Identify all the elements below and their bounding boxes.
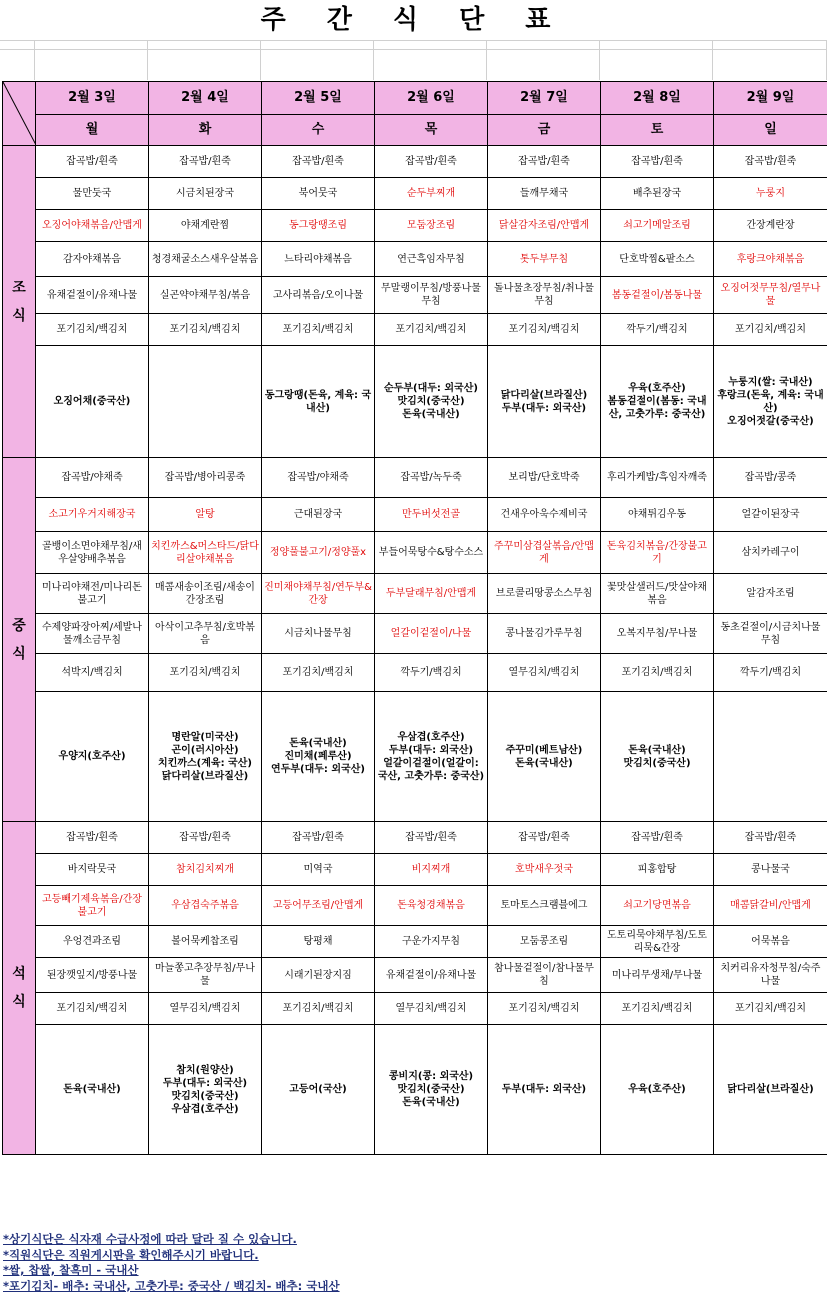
menu-cell: 우양지(호주산) xyxy=(36,692,149,822)
menu-cell: 매콤닭갈비/안맵게 xyxy=(714,886,827,926)
menu-cell: 잡곡밥/흰죽 xyxy=(488,146,601,178)
menu-cell: 오징어야채볶음/안맵게 xyxy=(36,210,149,242)
menu-cell: 북어뭇국 xyxy=(262,178,375,210)
menu-cell: 포기김치/백김치 xyxy=(36,993,149,1025)
menu-cell: 수제양파장아찌/세발나물깨소금무침 xyxy=(36,614,149,654)
menu-row xyxy=(3,210,827,242)
menu-cell: 잡곡밥/콩죽 xyxy=(714,458,827,498)
menu-cell: 보리밥/단호박죽 xyxy=(488,458,601,498)
menu-cell: 모둠콩조림 xyxy=(488,926,601,958)
menu-row xyxy=(3,532,827,574)
note-line: *상기식단은 식자재 수급사정에 따라 달라 질 수 있습니다. xyxy=(3,1232,297,1246)
menu-cell: 잡곡밥/흰죽 xyxy=(36,822,149,854)
menu-row xyxy=(3,277,827,314)
menu-cell: 쇠고기메알조림 xyxy=(601,210,714,242)
menu-cell xyxy=(714,692,827,822)
menu-cell: 도토리묵야채무침/도토리묵&간장 xyxy=(601,926,714,958)
menu-row xyxy=(3,886,827,926)
menu-cell: 참치(원양산) 두부(대두: 외국산) 맛김치(중국산) 우삼겹(호주산) xyxy=(149,1025,262,1155)
menu-cell: 브로콜리땅콩소스무침 xyxy=(488,574,601,614)
menu-cell: 유채겉절이/유채나물 xyxy=(375,958,488,993)
menu-cell: 정양풀불고기/정양풀x xyxy=(262,532,375,574)
menu-cell: 구운가지무침 xyxy=(375,926,488,958)
menu-cell: 깍두기/백김치 xyxy=(601,314,714,346)
menu-cell: 진미채야채무침/연두부&간장 xyxy=(262,574,375,614)
menu-cell: 비지찌개 xyxy=(375,854,488,886)
menu-cell: 우육(호주산) xyxy=(601,1025,714,1155)
menu-cell: 연근흑임자무침 xyxy=(375,242,488,277)
menu-cell: 닭다리살(브라질산) 두부(대두: 외국산) xyxy=(488,346,601,458)
menu-cell: 누룽지 xyxy=(714,178,827,210)
menu-cell: 시금치나물무침 xyxy=(262,614,375,654)
menu-cell: 잡곡밥/흰죽 xyxy=(36,146,149,178)
weekday-header: 토 xyxy=(601,114,714,146)
menu-row xyxy=(3,314,827,346)
empty-grid-rows xyxy=(0,40,827,80)
menu-cell: 오징어채(중국산) xyxy=(36,346,149,458)
menu-row xyxy=(3,958,827,993)
menu-cell xyxy=(149,346,262,458)
menu-cell: 호박새우젓국 xyxy=(488,854,601,886)
page-title: 주 간 식 단 표 xyxy=(260,5,567,35)
menu-cell: 알감자조림 xyxy=(714,574,827,614)
menu-cell: 우육(호주산) 봄동겉절이(봄동: 국내산, 고춧가루: 중국산) xyxy=(601,346,714,458)
menu-cell: 청경채굴소스새우살볶음 xyxy=(149,242,262,277)
menu-row xyxy=(3,498,827,532)
menu-cell: 동그랑땡(돈육, 계육: 국내산) xyxy=(262,346,375,458)
menu-cell: 명란알(미국산) 곤이(러시아산) 치킨까스(계육: 국산) 닭다리살(브라질산) xyxy=(149,692,262,822)
menu-cell: 삼치카레구이 xyxy=(714,532,827,574)
menu-row xyxy=(3,854,827,886)
menu-cell: 주꾸미(베트남산) 돈육(국내산) xyxy=(488,692,601,822)
menu-cell: 포기김치/백김치 xyxy=(601,654,714,692)
weekly-menu-table xyxy=(2,81,827,1155)
menu-row xyxy=(3,654,827,692)
menu-cell: 실곤약야채무침/볶음 xyxy=(149,277,262,314)
menu-cell: 잡곡밥/흰죽 xyxy=(375,822,488,854)
menu-cell: 동초겉절이/시금치나물무침 xyxy=(714,614,827,654)
menu-cell: 누룽지(쌀: 국내산) 후랑크(돈육, 계육: 국내산) 오징어젓갈(중국산) xyxy=(714,346,827,458)
menu-cell: 두부달래무침/안맵게 xyxy=(375,574,488,614)
menu-cell: 치킨까스&머스타드/닭다리살야채볶음 xyxy=(149,532,262,574)
menu-cell: 모둠장조림 xyxy=(375,210,488,242)
menu-cell: 마늘쫑고추장무침/무나물 xyxy=(149,958,262,993)
menu-cell: 콩비지(콩: 외국산) 맛김치(중국산) 돈육(국내산) xyxy=(375,1025,488,1155)
menu-row xyxy=(3,614,827,654)
menu-cell: 야채계란찜 xyxy=(149,210,262,242)
weekday-header: 수 xyxy=(262,114,375,146)
menu-cell: 시금치된장국 xyxy=(149,178,262,210)
menu-cell: 간장계란장 xyxy=(714,210,827,242)
menu-cell: 우삼겹(호주산) 두부(대두: 외국산) 얼갈이겉절이(얼갈이: 국산, 고춧가루: 중국산) xyxy=(375,692,488,822)
menu-cell: 알탕 xyxy=(149,498,262,532)
menu-cell: 유채겉절이/유채나물 xyxy=(36,277,149,314)
date-header: 2월 4일 xyxy=(149,82,262,115)
menu-row xyxy=(3,146,827,178)
menu-row xyxy=(3,242,827,277)
menu-cell: 미나리무생채/무나물 xyxy=(601,958,714,993)
menu-cell: 포기김치/백김치 xyxy=(488,314,601,346)
diagonal-line xyxy=(3,82,36,145)
menu-cell: 잡곡밥/흰죽 xyxy=(262,822,375,854)
menu-cell: 돈육(국내산) 맛김치(중국산) xyxy=(601,692,714,822)
menu-cell: 고등빼기제육볶음/간장불고기 xyxy=(36,886,149,926)
menu-row xyxy=(3,926,827,958)
menu-cell: 잡곡밥/병아리콩죽 xyxy=(149,458,262,498)
menu-cell: 탕평채 xyxy=(262,926,375,958)
menu-cell: 치커리유자청무침/숙주나물 xyxy=(714,958,827,993)
menu-cell: 골뱅이소면야채무침/새우살양배추볶음 xyxy=(36,532,149,574)
date-header: 2월 8일 xyxy=(601,82,714,115)
date-header: 2월 5일 xyxy=(262,82,375,115)
menu-cell: 돈육청경채볶음 xyxy=(375,886,488,926)
menu-cell: 잡곡밥/흰죽 xyxy=(714,822,827,854)
menu-cell: 건새우아욱수제비국 xyxy=(488,498,601,532)
menu-cell: 물만둣국 xyxy=(36,178,149,210)
date-header: 2월 3일 xyxy=(36,82,149,115)
menu-cell: 봄동겉절이/봄동나물 xyxy=(601,277,714,314)
menu-cell: 톳두부무침 xyxy=(488,242,601,277)
menu-cell: 고등어(국산) xyxy=(262,1025,375,1155)
menu-cell: 감자야채볶음 xyxy=(36,242,149,277)
menu-cell: 콩나물김가루무침 xyxy=(488,614,601,654)
menu-cell: 무말랭이무침/방풍나물무침 xyxy=(375,277,488,314)
menu-cell: 오복지무침/무나물 xyxy=(601,614,714,654)
menu-row xyxy=(3,822,827,854)
menu-cell: 야채튀김우동 xyxy=(601,498,714,532)
menu-row xyxy=(3,993,827,1025)
menu-row xyxy=(3,1025,827,1155)
menu-cell: 잡곡밥/흰죽 xyxy=(601,822,714,854)
menu-cell: 매콤새송이조림/새송이간장조림 xyxy=(149,574,262,614)
menu-cell: 깍두기/백김치 xyxy=(375,654,488,692)
menu-cell: 잡곡밥/녹두죽 xyxy=(375,458,488,498)
menu-cell: 바지락뭇국 xyxy=(36,854,149,886)
date-header: 2월 9일 xyxy=(714,82,827,115)
menu-cell: 포기김치/백김치 xyxy=(714,993,827,1025)
menu-cell: 돈육(국내산) xyxy=(36,1025,149,1155)
menu-cell: 참치김치찌개 xyxy=(149,854,262,886)
menu-cell: 후리가케밥/흑임자깨죽 xyxy=(601,458,714,498)
menu-cell: 된장깻잎지/방풍나물 xyxy=(36,958,149,993)
menu-cell: 포기김치/백김치 xyxy=(488,993,601,1025)
menu-cell: 닭살감자조림/안맵게 xyxy=(488,210,601,242)
meal-label: 석 식 xyxy=(3,822,36,1155)
menu-cell: 참나물겉절이/참나물무침 xyxy=(488,958,601,993)
menu-cell: 돌나물초장무침/취나물무침 xyxy=(488,277,601,314)
menu-cell: 쇠고기당면볶음 xyxy=(601,886,714,926)
menu-cell: 잡곡밥/흰죽 xyxy=(262,146,375,178)
menu-cell: 잡곡밥/흰죽 xyxy=(601,146,714,178)
menu-row xyxy=(3,574,827,614)
menu-cell: 우삼겹숙주볶음 xyxy=(149,886,262,926)
date-header: 2월 6일 xyxy=(375,82,488,115)
menu-cell: 순두부찌개 xyxy=(375,178,488,210)
menu-cell: 들깨무채국 xyxy=(488,178,601,210)
menu-cell: 열무김치/백김치 xyxy=(488,654,601,692)
menu-cell: 어묵볶음 xyxy=(714,926,827,958)
weekday-header: 목 xyxy=(375,114,488,146)
menu-cell: 열무김치/백김치 xyxy=(149,993,262,1025)
menu-cell: 동그랑땡조림 xyxy=(262,210,375,242)
menu-cell: 후랑크야채볶음 xyxy=(714,242,827,277)
menu-cell: 포기김치/백김치 xyxy=(262,993,375,1025)
weekday-header: 월 xyxy=(36,114,149,146)
menu-cell: 닭다리살(브라질산) xyxy=(714,1025,827,1155)
menu-cell: 소고기우거지해장국 xyxy=(36,498,149,532)
menu-row xyxy=(3,458,827,498)
menu-cell: 포기김치/백김치 xyxy=(36,314,149,346)
menu-cell: 얼갈이겉절이/나물 xyxy=(375,614,488,654)
menu-cell: 고사리볶음/오이나물 xyxy=(262,277,375,314)
menu-cell: 잡곡밥/흰죽 xyxy=(714,146,827,178)
menu-cell: 포기김치/백김치 xyxy=(262,314,375,346)
menu-cell: 열무김치/백김치 xyxy=(375,993,488,1025)
corner-cell xyxy=(3,82,36,146)
menu-cell: 돈육(국내산) 진미채(페루산) 연두부(대두: 외국산) xyxy=(262,692,375,822)
menu-cell: 포기김치/백김치 xyxy=(375,314,488,346)
menu-cell: 꽃맛살샐러드/맛살야채볶음 xyxy=(601,574,714,614)
menu-cell: 우엉견과조림 xyxy=(36,926,149,958)
note-line: *쌀, 찹쌀, 찰흑미 - 국내산 xyxy=(3,1263,139,1277)
meal-label: 중 식 xyxy=(3,458,36,822)
menu-cell: 피홍합탕 xyxy=(601,854,714,886)
menu-cell: 고등어무조림/안맵게 xyxy=(262,886,375,926)
menu-cell: 단호박찜&팥소스 xyxy=(601,242,714,277)
menu-cell: 배추된장국 xyxy=(601,178,714,210)
menu-cell: 포기김치/백김치 xyxy=(149,314,262,346)
menu-cell: 미나리야채전/미나리돈불고기 xyxy=(36,574,149,614)
menu-cell: 깍두기/백김치 xyxy=(714,654,827,692)
menu-cell: 부들어묵탕수&탕수소스 xyxy=(375,532,488,574)
menu-cell: 만두버섯전골 xyxy=(375,498,488,532)
weekday-header: 일 xyxy=(714,114,827,146)
menu-cell: 포기김치/백김치 xyxy=(601,993,714,1025)
menu-cell: 토마토스크램블에그 xyxy=(488,886,601,926)
note-line: *포기김치- 배추: 국내산, 고춧가루: 중국산 / 백김치- 배추: 국내산 xyxy=(3,1278,340,1293)
menu-cell: 느타리야채볶음 xyxy=(262,242,375,277)
menu-cell: 근대된장국 xyxy=(262,498,375,532)
menu-cell: 미역국 xyxy=(262,854,375,886)
menu-row xyxy=(3,346,827,458)
note-line: *직원식단은 직원게시판을 확인해주시기 바랍니다. xyxy=(3,1247,259,1262)
menu-cell: 포기김치/백김치 xyxy=(149,654,262,692)
menu-cell: 돈육김치볶음/간장불고기 xyxy=(601,532,714,574)
menu-cell: 잡곡밥/흰죽 xyxy=(488,822,601,854)
menu-cell: 시래기된장지짐 xyxy=(262,958,375,993)
menu-cell: 콩나물국 xyxy=(714,854,827,886)
weekday-header: 금 xyxy=(488,114,601,146)
menu-cell: 잡곡밥/흰죽 xyxy=(149,822,262,854)
menu-cell: 석박지/백김치 xyxy=(36,654,149,692)
menu-cell: 포기김치/백김치 xyxy=(262,654,375,692)
menu-cell: 잡곡밥/야채죽 xyxy=(262,458,375,498)
menu-cell: 잡곡밥/흰죽 xyxy=(375,146,488,178)
menu-cell: 잡곡밥/야채죽 xyxy=(36,458,149,498)
menu-cell: 얼갈이된장국 xyxy=(714,498,827,532)
menu-row xyxy=(3,692,827,822)
menu-cell: 잡곡밥/흰죽 xyxy=(149,146,262,178)
menu-cell: 주꾸미삼겹살볶음/안맵게 xyxy=(488,532,601,574)
menu-cell: 오징어젓무무침/열무나물 xyxy=(714,277,827,314)
menu-cell: 두부(대두: 외국산) xyxy=(488,1025,601,1155)
date-header: 2월 7일 xyxy=(488,82,601,115)
weekday-header: 화 xyxy=(149,114,262,146)
menu-cell: 순두부(대두: 외국산) 맛김치(중국산) 돈육(국내산) xyxy=(375,346,488,458)
menu-cell: 볼어묵케찹조림 xyxy=(149,926,262,958)
menu-cell: 아삭이고추무침/호박볶음 xyxy=(149,614,262,654)
meal-label: 조 식 xyxy=(3,146,36,458)
notes xyxy=(3,1232,823,1294)
menu-row xyxy=(3,178,827,210)
menu-cell: 포기김치/백김치 xyxy=(714,314,827,346)
